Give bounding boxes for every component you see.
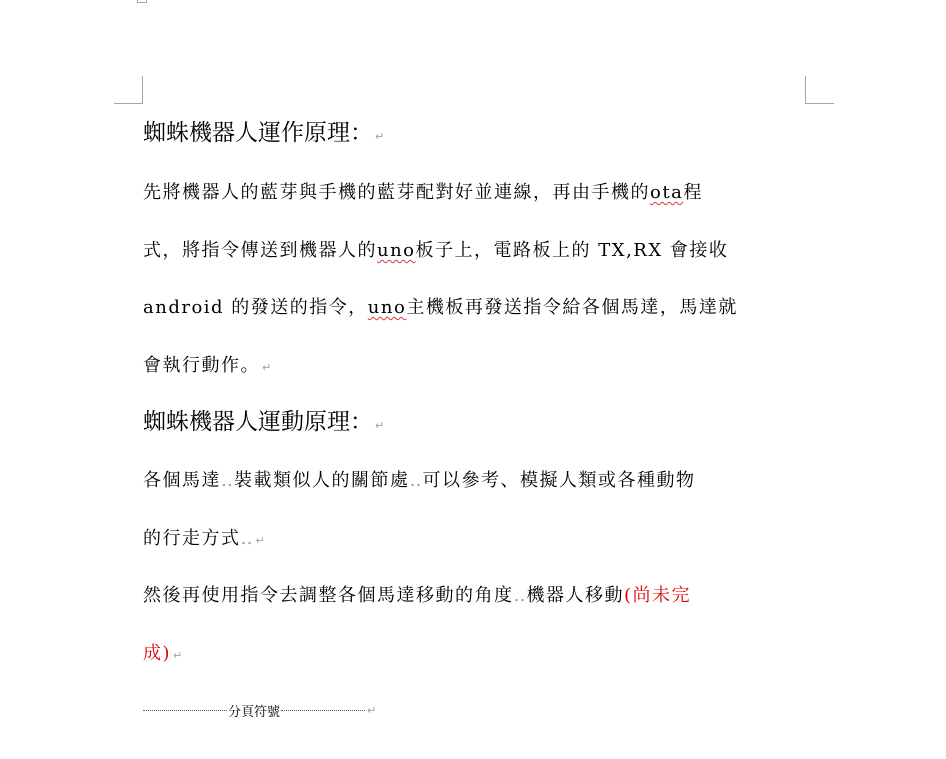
paragraph-mark: ↵ bbox=[173, 649, 183, 662]
ellipsis-dots: ‥ bbox=[409, 470, 423, 491]
paragraph-mark: ↵ bbox=[262, 361, 272, 374]
text-run: 機器人移動 bbox=[526, 585, 625, 606]
page-break[interactable] bbox=[143, 700, 376, 720]
text-run: 式，將指令傳送到機器人的 bbox=[143, 240, 377, 261]
paragraph-mark: ↵ bbox=[255, 534, 265, 547]
page-break-line bbox=[281, 710, 365, 711]
text-run: 裝載類似人的關節處 bbox=[234, 470, 410, 491]
red-text-run: (尚未完 bbox=[624, 585, 692, 606]
text-run: 各個馬達 bbox=[143, 470, 221, 491]
heading-text: 蜘蛛機器人運動原理： bbox=[143, 409, 373, 435]
page-break-line bbox=[143, 710, 227, 711]
paragraph-mark: ↵ bbox=[375, 419, 385, 432]
paragraph-line[interactable] bbox=[143, 639, 182, 665]
text-run: 可以參考、模擬人類或各種動物 bbox=[422, 470, 696, 491]
text-run: 板子上，電路板上的 TX,RX 會接收 bbox=[415, 240, 729, 261]
text-run: 主機板再發送指令給各個馬達，馬達就 bbox=[406, 297, 738, 318]
red-text-run: 成) bbox=[143, 643, 172, 664]
spellcheck-word[interactable]: ota bbox=[650, 182, 684, 203]
top-margin-tick bbox=[137, 0, 147, 3]
spellcheck-word[interactable]: uno bbox=[367, 297, 407, 318]
text-run: 先將機器人的藍芽與手機的藍芽配對好並連線，再由手機的 bbox=[143, 182, 650, 203]
paragraph-line[interactable] bbox=[143, 178, 703, 204]
paragraph-line[interactable] bbox=[143, 466, 696, 492]
crop-mark-top-right bbox=[805, 76, 834, 104]
paragraph-line[interactable] bbox=[143, 524, 265, 550]
paragraph-mark: ↵ bbox=[367, 703, 377, 717]
spellcheck-word[interactable]: uno bbox=[377, 240, 416, 261]
paragraph-line[interactable] bbox=[143, 293, 738, 319]
text-run: 程 bbox=[683, 182, 703, 203]
heading-motion-principle[interactable] bbox=[143, 403, 384, 436]
paragraph-line[interactable] bbox=[143, 236, 728, 262]
ellipsis-dots: ‥ bbox=[513, 585, 527, 606]
heading-operation-principle[interactable] bbox=[143, 114, 384, 147]
heading-text: 蜘蛛機器人運作原理： bbox=[143, 120, 373, 146]
text-run: 的行走方式 bbox=[143, 528, 241, 549]
page-break-label: 分頁符號 bbox=[228, 704, 281, 720]
text-run: 會執行動作。 bbox=[143, 355, 260, 376]
paragraph-mark: ↵ bbox=[375, 130, 385, 143]
ellipsis-dots: ‥ bbox=[221, 470, 235, 491]
text-run: android 的發送的指令， bbox=[143, 297, 368, 318]
paragraph-line[interactable] bbox=[143, 581, 691, 607]
ellipsis-dots: ‥ bbox=[240, 528, 254, 549]
paragraph-line[interactable] bbox=[143, 351, 271, 377]
text-run: 然後再使用指令去調整各個馬達移動的角度 bbox=[143, 585, 514, 606]
crop-mark-top-left bbox=[114, 76, 143, 104]
